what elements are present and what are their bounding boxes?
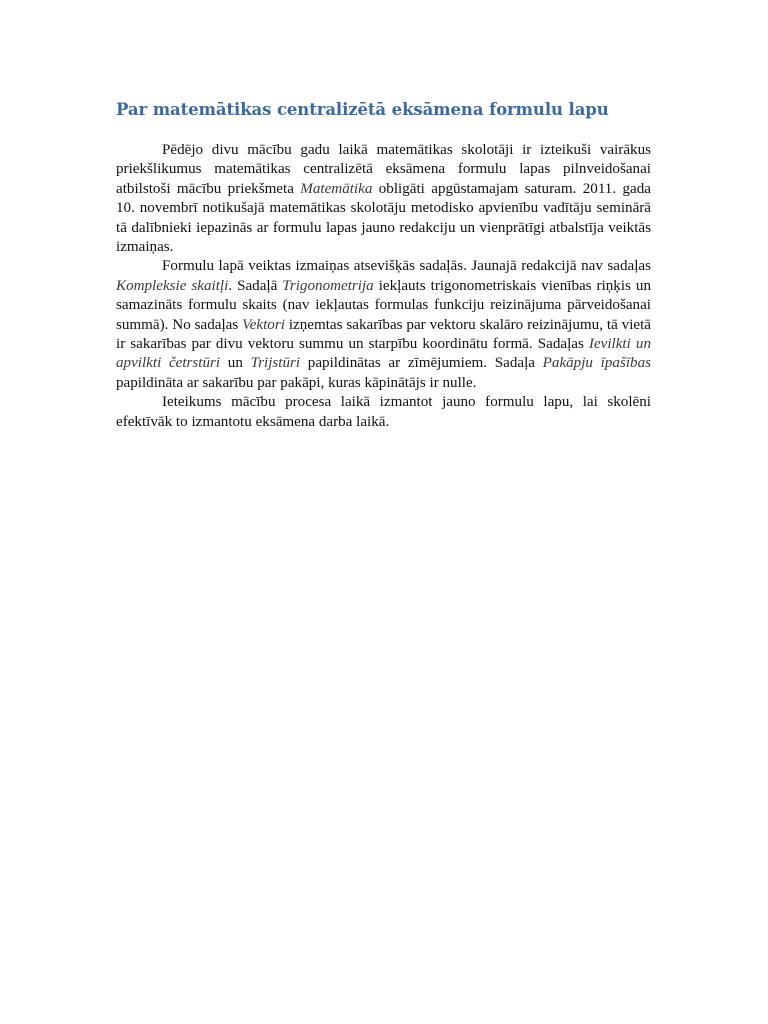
paragraph-changes [116, 257, 651, 393]
section-name-emphasis: Trigonometrija [282, 277, 374, 294]
text-segment: Ieteikums mācību procesa laikā izmantot jauno formulu lapu, lai skolēni efektīvāk to izmantotu eksāmena darba laikā. [116, 394, 651, 430]
section-name-emphasis: Kompleksie skaitļi [116, 277, 229, 294]
paragraph-intro [116, 141, 651, 257]
section-name-emphasis: Trijstūri [250, 355, 301, 372]
section-name-emphasis: Pakāpju īpašības [542, 355, 651, 372]
text-segment: Pēdējo divu mācību gadu laikā matemātikas skolotāji ir izteikuši vairākus priekšlikumus matemātikas centralizētā eksāmena formulu lapas pilnveidošanai atbilstoši mācību priekšmeta [116, 142, 651, 197]
text-segment: obligāti apgūstamajam saturam. 2011. gada 10. novembrī notikušajā matemātikas skolotāju metodisko apvienību vadītāju seminārā tā dalībnieki iepazinās ar formulu lapas jauno redakciju un vienprātīgi atbalstīja veiktās izmaiņas. [116, 180, 651, 256]
text-segment: Formulu lapā veiktas izmaiņas atsevišķās sadaļās. Jaunajā redakcijā nav sadaļas [162, 258, 651, 275]
section-name-emphasis: Vektori [242, 316, 285, 333]
document-title: Par matemātikas centralizētā eksāmena formulu lapu [116, 100, 609, 119]
text-segment: papildināta ar sakarību par pakāpi, kuras kāpinātājs ir nulle. [116, 374, 477, 391]
section-name-emphasis: Ievilkti un apvilkti četrstūri [116, 336, 651, 372]
text-segment: izņemtas sakarības par vektoru skalāro reizinājumu, tā vietā ir sakarības par divu vektoru summu un starpību koordinātu formā. Sadaļas [116, 316, 651, 353]
text-segment: iekļauts trigonometriskais vienības riņķis un samazināts formulu skaits (nav iekļautas formulas funkciju reizinājuma pārveidošanai summā). No sadaļas [116, 277, 652, 333]
paragraph-recommendation [116, 393, 651, 432]
text-segment: . Sadaļā [228, 277, 283, 294]
text-segment: un [220, 355, 251, 372]
text-segment: papildinātas ar zīmējumiem. Sadaļa [300, 355, 543, 372]
subject-name-emphasis: Matemātika [300, 180, 373, 197]
document-page [116, 100, 651, 432]
